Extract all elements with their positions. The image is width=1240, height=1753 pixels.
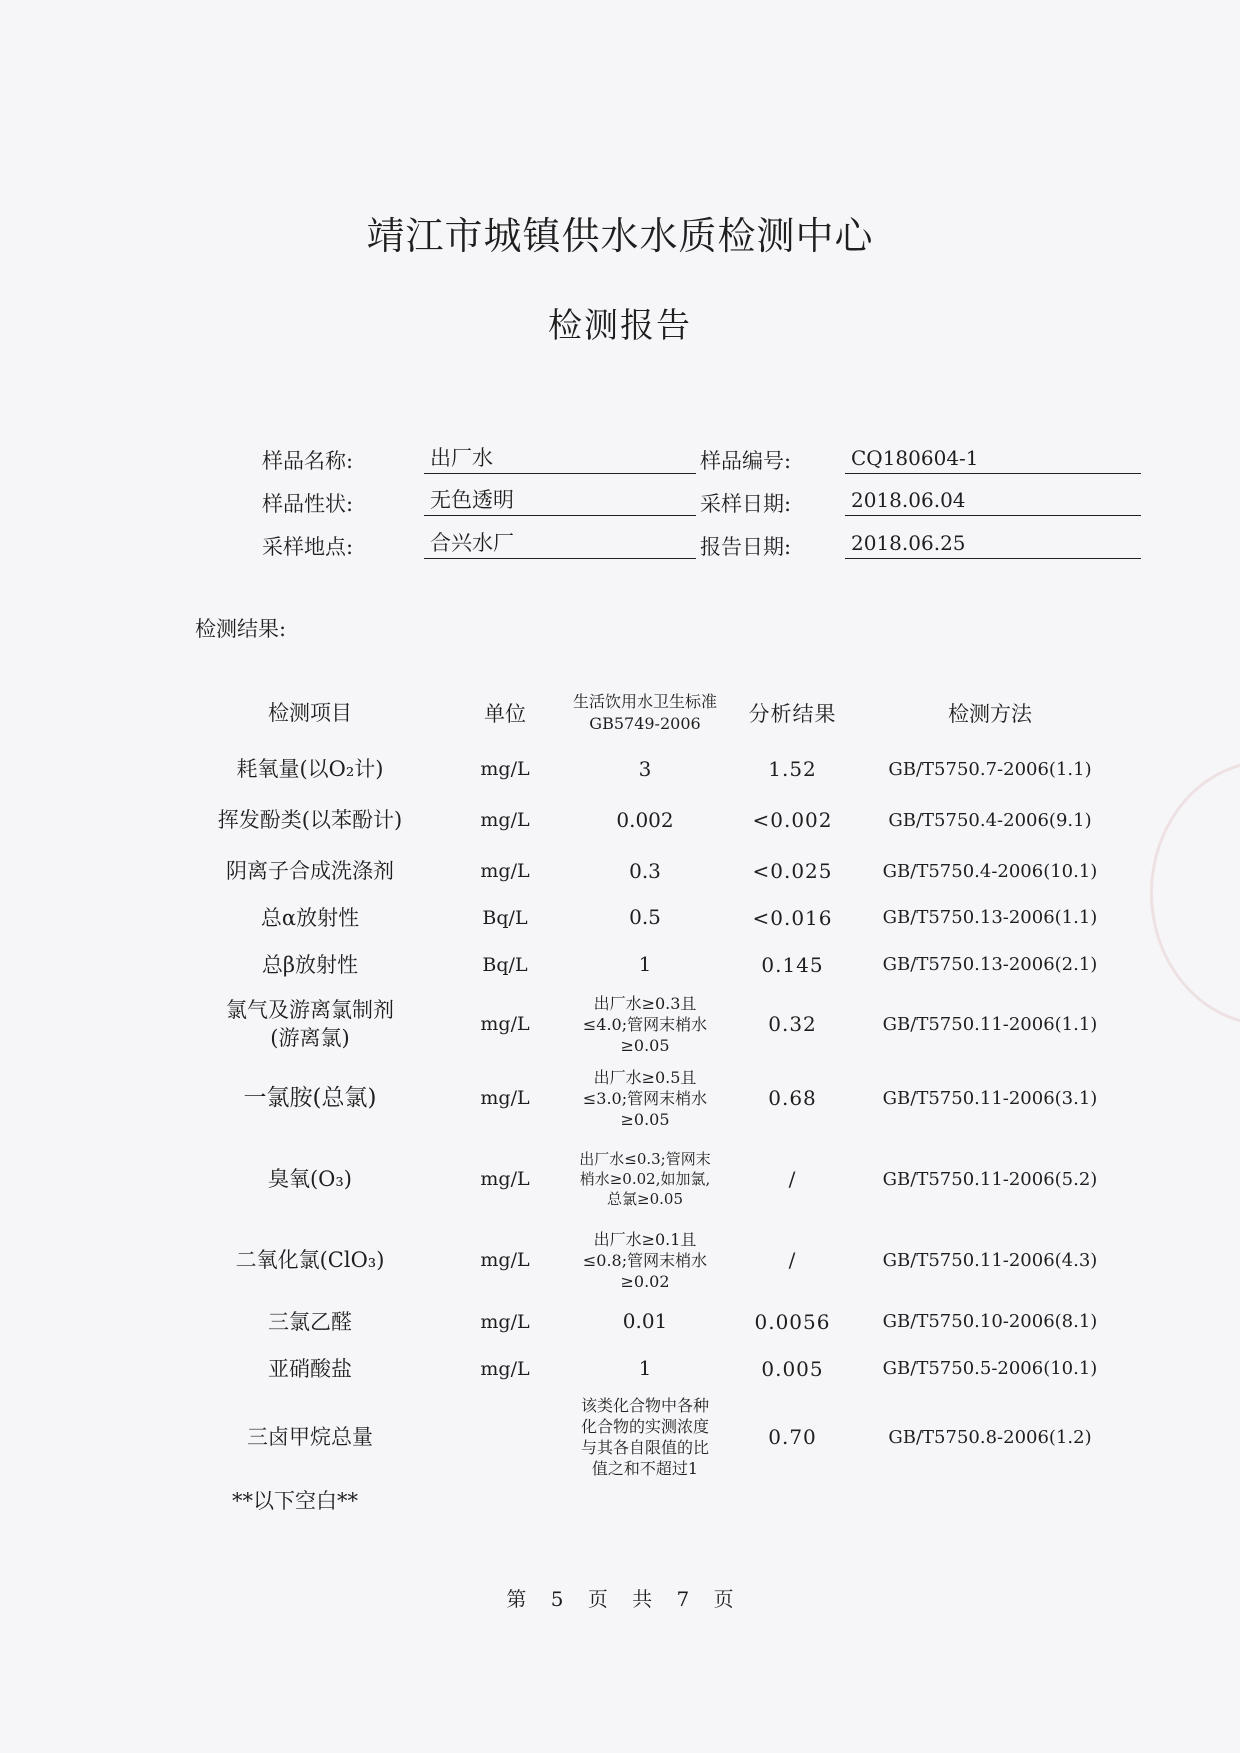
row-method: GB/T5750.4-2006(9.1)	[888, 809, 1092, 831]
row-unit: mg/L	[480, 1013, 530, 1035]
row-method: GB/T5750.7-2006(1.1)	[888, 758, 1092, 780]
row-result: 1.52	[768, 757, 817, 781]
row-unit: mg/L	[480, 1168, 530, 1190]
sampling-date-value: 2018.06.04	[845, 485, 1141, 516]
header-item: 检测项目	[268, 701, 352, 725]
sample-state-value: 无色透明	[424, 485, 696, 516]
results-heading: 检测结果:	[195, 617, 287, 641]
row-method: GB/T5750.11-2006(1.1)	[882, 1013, 1098, 1035]
row-standard: 0.002	[616, 807, 674, 832]
sample-name-value: 出厂水	[424, 443, 696, 474]
row-result: /	[788, 1167, 797, 1191]
row-result: 0.70	[768, 1425, 817, 1449]
row-method: GB/T5750.5-2006(10.1)	[882, 1358, 1098, 1379]
row-item: 二氧化氯(ClO₃)	[235, 1248, 385, 1272]
row-unit: mg/L	[480, 1249, 530, 1271]
row-standard: 出厂水≥0.3且≤4.0;管网末梢水≥0.05	[582, 993, 708, 1055]
blank-note: **以下空白**	[232, 1489, 358, 1513]
row-unit: Bq/L	[482, 906, 528, 929]
row-item: 耗氧量(以O₂计)	[236, 757, 384, 781]
table-row	[180, 1136, 1115, 1222]
row-item: 阴离子合成洗涤剂	[226, 859, 394, 883]
row-standard: 出厂水≥0.1且≤0.8;管网末梢水≥0.02	[582, 1229, 708, 1291]
row-standard: 0.5	[629, 905, 661, 929]
row-unit: mg/L	[480, 1087, 530, 1109]
row-method: GB/T5750.13-2006(2.1)	[882, 954, 1098, 975]
table-row	[180, 848, 1115, 894]
sampling-site-label: 采样地点:	[262, 535, 354, 559]
report-date-label: 报告日期:	[700, 535, 792, 559]
header-method: 检测方法	[948, 702, 1032, 726]
row-item: 挥发酚类(以苯酚计)	[217, 808, 403, 832]
row-item: 三氯乙醛	[268, 1309, 352, 1334]
row-standard: 0.3	[629, 858, 661, 883]
row-item: 臭氧(O₃)	[267, 1167, 353, 1191]
row-unit: mg/L	[480, 809, 530, 831]
row-method: GB/T5750.11-2006(3.1)	[882, 1087, 1098, 1109]
sampling-site-value: 合兴水厂	[424, 528, 696, 559]
row-result: <0.025	[752, 859, 833, 883]
row-result: 0.68	[768, 1086, 817, 1110]
row-standard: 0.01	[622, 1309, 668, 1333]
row-result: 0.145	[761, 952, 824, 977]
row-item: 总β放射性	[261, 952, 359, 977]
report-subtitle: 检测报告	[548, 306, 692, 346]
row-method: GB/T5750.10-2006(8.1)	[882, 1311, 1098, 1332]
row-standard: 1	[638, 952, 652, 976]
table-row	[180, 941, 1115, 988]
row-standard: 出厂水≤0.3;管网末梢水≥0.02,如加氯,总氯≥0.05	[579, 1150, 711, 1208]
table-row	[180, 1060, 1115, 1136]
row-unit: mg/L	[480, 860, 530, 882]
sample-no-value: CQ180604-1	[845, 443, 1141, 474]
table-row	[180, 988, 1115, 1060]
sample-name-label: 样品名称:	[262, 449, 354, 473]
row-item: 亚硝酸盐	[268, 1356, 352, 1381]
results-table	[180, 680, 1115, 1482]
table-header-row	[180, 680, 1115, 746]
row-item: 三卤甲烷总量	[247, 1425, 373, 1449]
row-method: GB/T5750.11-2006(4.3)	[882, 1249, 1098, 1271]
sampling-date-label: 采样日期:	[700, 492, 792, 516]
row-unit: Bq/L	[482, 953, 528, 976]
table-row	[180, 894, 1115, 941]
row-result: 0.005	[761, 1356, 824, 1381]
header-standard: 生活饮用水卫生标准GB5749-2006	[572, 692, 717, 733]
header-unit: 单位	[484, 702, 526, 726]
row-method: GB/T5750.13-2006(1.1)	[882, 907, 1098, 928]
row-unit: mg/L	[480, 1357, 530, 1380]
table-row	[180, 792, 1115, 848]
row-unit: mg/L	[480, 758, 530, 780]
row-method: GB/T5750.8-2006(1.2)	[888, 1426, 1092, 1448]
table-row	[180, 1392, 1115, 1482]
row-result: <0.016	[752, 905, 833, 930]
faint-stamp-mark	[1150, 760, 1240, 1026]
page-number: 第 5 页 共 7 页	[506, 1587, 734, 1611]
row-item: 一氯胺(总氯)	[243, 1085, 377, 1111]
table-row	[180, 1298, 1115, 1345]
row-result: 0.0056	[754, 1309, 831, 1334]
report-date-value: 2018.06.25	[845, 528, 1141, 559]
table-row	[180, 746, 1115, 792]
row-result: 0.32	[768, 1012, 817, 1036]
row-unit: mg/L	[480, 1310, 530, 1333]
row-result: /	[788, 1248, 797, 1272]
row-standard: 1	[638, 1356, 652, 1380]
row-method: GB/T5750.11-2006(5.2)	[882, 1168, 1098, 1190]
row-standard: 3	[638, 756, 652, 781]
report-org-title: 靖江市城镇供水水质检测中心	[366, 214, 874, 258]
row-item: 氯气及游离氯制剂(游离氯)	[226, 998, 394, 1050]
row-result: <0.002	[752, 808, 833, 832]
sample-no-label: 样品编号:	[700, 449, 792, 473]
row-item: 总α放射性	[260, 905, 360, 930]
header-result: 分析结果	[748, 702, 837, 726]
row-standard: 该类化合物中各种化合物的实测浓度与其各自限值的比值之和不超过1	[580, 1396, 709, 1478]
row-standard: 出厂水≥0.5且≤3.0;管网末梢水≥0.05	[582, 1067, 708, 1129]
table-row	[180, 1222, 1115, 1298]
sample-state-label: 样品性状:	[262, 492, 354, 516]
table-row	[180, 1345, 1115, 1392]
row-method: GB/T5750.4-2006(10.1)	[882, 860, 1098, 882]
